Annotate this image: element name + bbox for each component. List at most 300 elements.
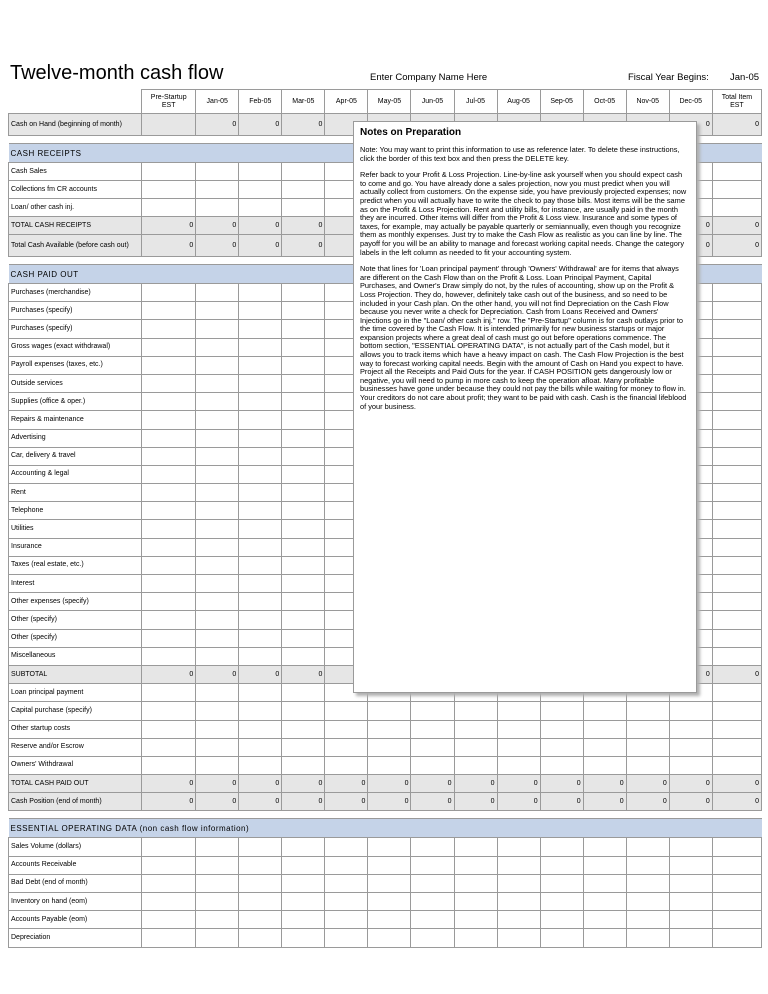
value-cell[interactable] — [196, 484, 239, 502]
value-cell[interactable] — [239, 893, 282, 911]
value-cell[interactable] — [712, 611, 761, 629]
value-cell[interactable] — [142, 199, 196, 217]
value-cell[interactable] — [454, 702, 497, 720]
value-cell[interactable] — [282, 720, 325, 738]
value-cell[interactable] — [142, 893, 196, 911]
value-cell[interactable]: 0 — [325, 775, 368, 793]
value-cell[interactable] — [669, 738, 712, 756]
value-cell[interactable]: 0 — [239, 217, 282, 235]
value-cell[interactable] — [497, 874, 540, 892]
value-cell[interactable] — [196, 181, 239, 199]
value-cell[interactable]: 0 — [239, 775, 282, 793]
value-cell[interactable] — [142, 520, 196, 538]
value-cell[interactable] — [196, 320, 239, 338]
value-cell[interactable] — [712, 447, 761, 465]
value-cell[interactable] — [239, 520, 282, 538]
value-cell[interactable] — [368, 756, 411, 774]
value-cell[interactable] — [239, 756, 282, 774]
value-cell[interactable]: 0 — [142, 217, 196, 235]
value-cell[interactable] — [282, 447, 325, 465]
value-cell[interactable] — [196, 538, 239, 556]
value-cell[interactable] — [712, 575, 761, 593]
value-cell[interactable] — [712, 893, 761, 911]
value-cell[interactable]: 0 — [712, 665, 761, 683]
value-cell[interactable] — [282, 575, 325, 593]
value-cell[interactable] — [196, 702, 239, 720]
value-cell[interactable] — [142, 181, 196, 199]
value-cell[interactable] — [712, 302, 761, 320]
value-cell[interactable] — [669, 856, 712, 874]
value-cell[interactable] — [411, 720, 454, 738]
value-cell[interactable]: 0 — [196, 235, 239, 257]
value-cell[interactable] — [712, 356, 761, 374]
value-cell[interactable]: 0 — [196, 217, 239, 235]
value-cell[interactable] — [239, 647, 282, 665]
value-cell[interactable] — [196, 338, 239, 356]
value-cell[interactable] — [497, 720, 540, 738]
value-cell[interactable]: 0 — [454, 793, 497, 811]
value-cell[interactable] — [368, 856, 411, 874]
value-cell[interactable] — [626, 838, 669, 856]
value-cell[interactable] — [325, 874, 368, 892]
value-cell[interactable] — [239, 447, 282, 465]
value-cell[interactable] — [282, 502, 325, 520]
value-cell[interactable] — [712, 465, 761, 483]
value-cell[interactable] — [454, 720, 497, 738]
value-cell[interactable] — [411, 893, 454, 911]
value-cell[interactable] — [712, 520, 761, 538]
value-cell[interactable] — [669, 929, 712, 947]
value-cell[interactable] — [712, 411, 761, 429]
value-cell[interactable] — [142, 538, 196, 556]
value-cell[interactable]: 0 — [540, 793, 583, 811]
value-cell[interactable] — [282, 538, 325, 556]
value-cell[interactable] — [142, 738, 196, 756]
value-cell[interactable] — [712, 320, 761, 338]
value-cell[interactable] — [540, 911, 583, 929]
value-cell[interactable]: 0 — [368, 775, 411, 793]
value-cell[interactable]: 0 — [142, 775, 196, 793]
value-cell[interactable] — [142, 320, 196, 338]
value-cell[interactable] — [239, 181, 282, 199]
value-cell[interactable] — [669, 702, 712, 720]
value-cell[interactable] — [239, 593, 282, 611]
company-name-field[interactable]: Enter Company Name Here — [370, 72, 488, 83]
value-cell[interactable]: 0 — [282, 793, 325, 811]
value-cell[interactable] — [282, 199, 325, 217]
value-cell[interactable] — [368, 893, 411, 911]
value-cell[interactable] — [282, 738, 325, 756]
value-cell[interactable] — [239, 465, 282, 483]
value-cell[interactable] — [583, 856, 626, 874]
value-cell[interactable] — [712, 838, 761, 856]
value-cell[interactable] — [142, 556, 196, 574]
value-cell[interactable] — [196, 720, 239, 738]
value-cell[interactable] — [196, 465, 239, 483]
value-cell[interactable] — [583, 838, 626, 856]
value-cell[interactable] — [583, 929, 626, 947]
value-cell[interactable] — [282, 284, 325, 302]
value-cell[interactable] — [368, 738, 411, 756]
value-cell[interactable] — [454, 911, 497, 929]
value-cell[interactable] — [239, 356, 282, 374]
value-cell[interactable] — [282, 320, 325, 338]
value-cell[interactable] — [411, 756, 454, 774]
value-cell[interactable]: 0 — [282, 217, 325, 235]
value-cell[interactable] — [196, 163, 239, 181]
value-cell[interactable] — [368, 874, 411, 892]
value-cell[interactable] — [712, 738, 761, 756]
value-cell[interactable] — [239, 484, 282, 502]
value-cell[interactable]: 0 — [669, 114, 712, 136]
value-cell[interactable] — [239, 538, 282, 556]
value-cell[interactable] — [712, 874, 761, 892]
value-cell[interactable] — [497, 756, 540, 774]
value-cell[interactable] — [196, 611, 239, 629]
value-cell[interactable] — [196, 302, 239, 320]
value-cell[interactable] — [626, 874, 669, 892]
value-cell[interactable] — [712, 647, 761, 665]
value-cell[interactable] — [583, 738, 626, 756]
value-cell[interactable]: 0 — [239, 665, 282, 683]
value-cell[interactable] — [712, 702, 761, 720]
value-cell[interactable] — [282, 893, 325, 911]
value-cell[interactable] — [282, 684, 325, 702]
value-cell[interactable]: 0 — [411, 793, 454, 811]
value-cell[interactable] — [282, 856, 325, 874]
value-cell[interactable] — [712, 911, 761, 929]
value-cell[interactable] — [712, 374, 761, 392]
value-cell[interactable] — [282, 356, 325, 374]
value-cell[interactable]: 0 — [368, 793, 411, 811]
value-cell[interactable] — [583, 702, 626, 720]
value-cell[interactable] — [669, 893, 712, 911]
value-cell[interactable] — [583, 720, 626, 738]
value-cell[interactable] — [497, 856, 540, 874]
value-cell[interactable] — [282, 484, 325, 502]
value-cell[interactable]: 0 — [712, 235, 761, 257]
value-cell[interactable] — [282, 629, 325, 647]
value-cell[interactable] — [196, 756, 239, 774]
value-cell[interactable] — [454, 738, 497, 756]
value-cell[interactable] — [196, 284, 239, 302]
value-cell[interactable] — [540, 929, 583, 947]
value-cell[interactable] — [239, 575, 282, 593]
value-cell[interactable] — [626, 738, 669, 756]
value-cell[interactable]: 0 — [497, 793, 540, 811]
value-cell[interactable] — [712, 684, 761, 702]
value-cell[interactable] — [239, 929, 282, 947]
value-cell[interactable] — [282, 911, 325, 929]
value-cell[interactable] — [712, 284, 761, 302]
value-cell[interactable] — [239, 684, 282, 702]
value-cell[interactable] — [454, 856, 497, 874]
value-cell[interactable] — [497, 929, 540, 947]
value-cell[interactable] — [325, 738, 368, 756]
value-cell[interactable] — [239, 393, 282, 411]
value-cell[interactable] — [540, 738, 583, 756]
value-cell[interactable] — [540, 856, 583, 874]
value-cell[interactable] — [540, 893, 583, 911]
value-cell[interactable] — [282, 393, 325, 411]
value-cell[interactable] — [142, 629, 196, 647]
value-cell[interactable] — [196, 593, 239, 611]
value-cell[interactable] — [239, 702, 282, 720]
value-cell[interactable] — [626, 893, 669, 911]
value-cell[interactable] — [712, 393, 761, 411]
value-cell[interactable] — [282, 647, 325, 665]
value-cell[interactable]: 0 — [669, 665, 712, 683]
value-cell[interactable] — [712, 429, 761, 447]
value-cell[interactable] — [196, 502, 239, 520]
value-cell[interactable] — [142, 393, 196, 411]
value-cell[interactable] — [142, 575, 196, 593]
value-cell[interactable]: 0 — [497, 775, 540, 793]
value-cell[interactable] — [142, 838, 196, 856]
value-cell[interactable] — [142, 284, 196, 302]
value-cell[interactable] — [239, 720, 282, 738]
value-cell[interactable]: 0 — [282, 665, 325, 683]
value-cell[interactable] — [368, 911, 411, 929]
value-cell[interactable] — [142, 356, 196, 374]
value-cell[interactable] — [454, 756, 497, 774]
value-cell[interactable] — [540, 702, 583, 720]
value-cell[interactable] — [626, 911, 669, 929]
value-cell[interactable] — [239, 338, 282, 356]
value-cell[interactable] — [142, 684, 196, 702]
value-cell[interactable]: 0 — [712, 217, 761, 235]
value-cell[interactable] — [712, 929, 761, 947]
value-cell[interactable] — [239, 502, 282, 520]
value-cell[interactable] — [669, 720, 712, 738]
value-cell[interactable] — [196, 411, 239, 429]
value-cell[interactable] — [196, 856, 239, 874]
value-cell[interactable] — [626, 856, 669, 874]
value-cell[interactable]: 0 — [669, 235, 712, 257]
value-cell[interactable] — [454, 929, 497, 947]
value-cell[interactable] — [712, 538, 761, 556]
value-cell[interactable] — [239, 163, 282, 181]
value-cell[interactable] — [583, 874, 626, 892]
value-cell[interactable] — [196, 629, 239, 647]
value-cell[interactable] — [497, 911, 540, 929]
value-cell[interactable] — [239, 411, 282, 429]
value-cell[interactable]: 0 — [196, 114, 239, 136]
value-cell[interactable] — [282, 374, 325, 392]
value-cell[interactable] — [142, 911, 196, 929]
value-cell[interactable] — [540, 756, 583, 774]
value-cell[interactable] — [239, 611, 282, 629]
value-cell[interactable] — [411, 738, 454, 756]
value-cell[interactable] — [142, 929, 196, 947]
value-cell[interactable] — [239, 556, 282, 574]
value-cell[interactable] — [411, 874, 454, 892]
value-cell[interactable] — [712, 502, 761, 520]
value-cell[interactable] — [142, 484, 196, 502]
value-cell[interactable] — [583, 756, 626, 774]
value-cell[interactable]: 0 — [669, 217, 712, 235]
value-cell[interactable] — [142, 593, 196, 611]
value-cell[interactable] — [626, 720, 669, 738]
value-cell[interactable] — [454, 874, 497, 892]
value-cell[interactable] — [583, 911, 626, 929]
value-cell[interactable] — [411, 838, 454, 856]
value-cell[interactable] — [142, 338, 196, 356]
value-cell[interactable] — [282, 465, 325, 483]
value-cell[interactable] — [142, 465, 196, 483]
value-cell[interactable] — [282, 520, 325, 538]
value-cell[interactable]: 0 — [669, 793, 712, 811]
value-cell[interactable] — [282, 338, 325, 356]
value-cell[interactable]: 0 — [626, 775, 669, 793]
value-cell[interactable] — [282, 838, 325, 856]
value-cell[interactable] — [712, 629, 761, 647]
value-cell[interactable]: 0 — [142, 235, 196, 257]
value-cell[interactable]: 0 — [239, 235, 282, 257]
value-cell[interactable] — [583, 893, 626, 911]
value-cell[interactable] — [282, 593, 325, 611]
value-cell[interactable] — [196, 684, 239, 702]
value-cell[interactable]: 0 — [196, 665, 239, 683]
value-cell[interactable] — [282, 302, 325, 320]
value-cell[interactable] — [196, 520, 239, 538]
value-cell[interactable] — [712, 720, 761, 738]
value-cell[interactable] — [368, 702, 411, 720]
value-cell[interactable]: 0 — [239, 114, 282, 136]
value-cell[interactable] — [712, 199, 761, 217]
value-cell[interactable] — [282, 611, 325, 629]
value-cell[interactable] — [142, 374, 196, 392]
value-cell[interactable] — [196, 647, 239, 665]
value-cell[interactable] — [142, 702, 196, 720]
value-cell[interactable] — [282, 702, 325, 720]
value-cell[interactable] — [669, 838, 712, 856]
value-cell[interactable] — [239, 838, 282, 856]
value-cell[interactable] — [712, 484, 761, 502]
value-cell[interactable] — [368, 929, 411, 947]
value-cell[interactable] — [239, 429, 282, 447]
value-cell[interactable] — [142, 720, 196, 738]
value-cell[interactable] — [239, 738, 282, 756]
value-cell[interactable] — [142, 447, 196, 465]
value-cell[interactable] — [282, 929, 325, 947]
value-cell[interactable] — [239, 284, 282, 302]
value-cell[interactable] — [325, 856, 368, 874]
value-cell[interactable] — [669, 756, 712, 774]
value-cell[interactable]: 0 — [325, 793, 368, 811]
value-cell[interactable] — [142, 756, 196, 774]
value-cell[interactable]: 0 — [454, 775, 497, 793]
value-cell[interactable] — [142, 114, 196, 136]
value-cell[interactable] — [282, 181, 325, 199]
value-cell[interactable] — [196, 874, 239, 892]
value-cell[interactable]: 0 — [540, 775, 583, 793]
value-cell[interactable]: 0 — [282, 114, 325, 136]
value-cell[interactable] — [712, 181, 761, 199]
value-cell[interactable] — [239, 874, 282, 892]
value-cell[interactable] — [142, 856, 196, 874]
value-cell[interactable]: 0 — [196, 775, 239, 793]
value-cell[interactable]: 0 — [583, 775, 626, 793]
value-cell[interactable] — [411, 702, 454, 720]
value-cell[interactable] — [196, 556, 239, 574]
value-cell[interactable] — [239, 302, 282, 320]
value-cell[interactable]: 0 — [583, 793, 626, 811]
value-cell[interactable]: 0 — [239, 793, 282, 811]
value-cell[interactable] — [282, 756, 325, 774]
value-cell[interactable]: 0 — [282, 235, 325, 257]
value-cell[interactable] — [196, 199, 239, 217]
value-cell[interactable] — [142, 611, 196, 629]
value-cell[interactable] — [196, 838, 239, 856]
value-cell[interactable] — [411, 911, 454, 929]
value-cell[interactable] — [142, 429, 196, 447]
value-cell[interactable] — [325, 756, 368, 774]
value-cell[interactable] — [325, 702, 368, 720]
value-cell[interactable] — [196, 356, 239, 374]
value-cell[interactable]: 0 — [712, 775, 761, 793]
value-cell[interactable] — [411, 856, 454, 874]
value-cell[interactable] — [239, 629, 282, 647]
value-cell[interactable] — [196, 447, 239, 465]
value-cell[interactable] — [325, 720, 368, 738]
value-cell[interactable] — [282, 411, 325, 429]
value-cell[interactable] — [712, 593, 761, 611]
value-cell[interactable]: 0 — [282, 775, 325, 793]
value-cell[interactable]: 0 — [626, 793, 669, 811]
value-cell[interactable] — [454, 838, 497, 856]
fiscal-year-value[interactable]: Jan-05 — [730, 72, 760, 83]
value-cell[interactable] — [325, 893, 368, 911]
value-cell[interactable] — [142, 647, 196, 665]
value-cell[interactable] — [239, 374, 282, 392]
value-cell[interactable] — [712, 856, 761, 874]
value-cell[interactable] — [669, 911, 712, 929]
value-cell[interactable] — [325, 929, 368, 947]
value-cell[interactable] — [497, 702, 540, 720]
value-cell[interactable] — [196, 911, 239, 929]
value-cell[interactable] — [142, 163, 196, 181]
value-cell[interactable] — [411, 929, 454, 947]
value-cell[interactable]: 0 — [411, 775, 454, 793]
notes-text-box[interactable] — [353, 121, 697, 693]
value-cell[interactable] — [712, 163, 761, 181]
value-cell[interactable]: 0 — [712, 793, 761, 811]
value-cell[interactable] — [196, 374, 239, 392]
value-cell[interactable] — [196, 929, 239, 947]
value-cell[interactable] — [626, 929, 669, 947]
value-cell[interactable] — [712, 338, 761, 356]
value-cell[interactable] — [196, 893, 239, 911]
value-cell[interactable] — [239, 911, 282, 929]
value-cell[interactable] — [282, 163, 325, 181]
value-cell[interactable]: 0 — [712, 114, 761, 136]
value-cell[interactable] — [712, 556, 761, 574]
value-cell[interactable]: 0 — [669, 775, 712, 793]
value-cell[interactable] — [540, 874, 583, 892]
value-cell[interactable] — [282, 874, 325, 892]
value-cell[interactable] — [196, 429, 239, 447]
value-cell[interactable] — [497, 738, 540, 756]
value-cell[interactable] — [142, 411, 196, 429]
value-cell[interactable] — [669, 874, 712, 892]
value-cell[interactable] — [239, 199, 282, 217]
value-cell[interactable] — [282, 556, 325, 574]
value-cell[interactable] — [454, 893, 497, 911]
value-cell[interactable] — [142, 302, 196, 320]
value-cell[interactable] — [325, 911, 368, 929]
value-cell[interactable] — [142, 874, 196, 892]
